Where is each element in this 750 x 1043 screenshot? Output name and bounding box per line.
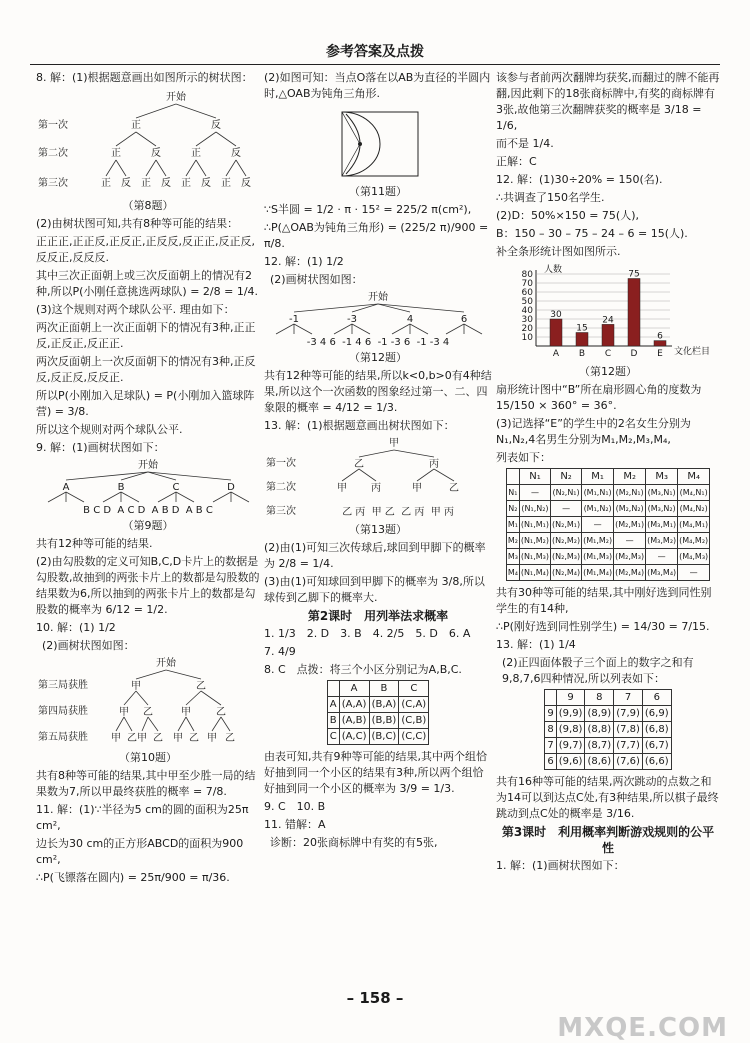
caption-q9: （第9题） bbox=[122, 519, 174, 532]
figure-q11-square-semicircle bbox=[264, 104, 492, 182]
table-q13: 9 8 7 6 9 (9,9) (8,9) (7,9) (6,9) 8 (9,8) (8,8) (7,8) (6,8) 7 (9,7) (8,7) (7,7) (6,7) 6 (9,6) (8,6) (7,6) (6,6) bbox=[544, 689, 671, 770]
q8-prob1: 其中三次正面朝上或三次反面朝上的情况有2种,所以P(小刚任意挑选两球队) = 2/8 = 1/4. bbox=[36, 269, 259, 298]
row-label-3: 第三次 bbox=[38, 178, 68, 189]
table-row: M₄ (N₁,M₄) (N₂,M₄) (M₁,M₄) (M₂,M₄) (M₃,M₄) — bbox=[506, 565, 709, 581]
svg-text:乙: 乙 bbox=[354, 459, 364, 470]
svg-text:反: 反 bbox=[241, 178, 251, 189]
svg-text:开始: 开始 bbox=[138, 460, 158, 471]
diag-continued: 该参与者前两次翻牌均获奖,而翻过的牌不能再翻,因此剩下的18张商标牌中,有奖的商标牌有3张,故他第三次翻牌获奖的概率是 3/18 = 1/6, bbox=[496, 71, 720, 132]
svg-text:第三局获胜: 第三局获胜 bbox=[38, 680, 88, 691]
q12-head: 12. 解：(1)30÷20% = 150(名). bbox=[496, 173, 663, 186]
table-row: N₂ (N₁,N₂) — (M₁,N₂) (M₂,N₂) (M₃,N₂) (M₄,N₂) bbox=[506, 501, 709, 517]
svg-text:D: D bbox=[227, 482, 235, 493]
table-row: M₁ (N₁,M₁) (N₂,M₁) — (M₂,M₁) (M₃,M₁) (M₄,M₁) bbox=[506, 517, 709, 533]
q8-conclusion: 所以这个规则对两个球队公平. bbox=[36, 423, 183, 436]
table-row: M₃ (N₁,M₃) (N₂,M₃) (M₁,M₃) (M₂,M₃) — (M₄,M₃) bbox=[506, 549, 709, 565]
svg-text:第二次: 第二次 bbox=[266, 482, 296, 493]
data-label: 30 bbox=[550, 310, 562, 320]
x-tick-label: D bbox=[630, 349, 638, 359]
svg-text:甲: 甲 bbox=[137, 733, 147, 744]
svg-text:4: 4 bbox=[406, 314, 414, 325]
svg-text:反: 反 bbox=[151, 148, 161, 159]
svg-text:第五局获胜: 第五局获胜 bbox=[38, 732, 88, 743]
q8-prob2: 所以P(小刚加入足球队) = P(小刚加入篮球阵营) = 3/8. bbox=[36, 389, 255, 418]
svg-text:甲: 甲 bbox=[389, 438, 399, 449]
answer-11-diagnosis: 诊断：20张商标牌中有奖的有5张, bbox=[270, 836, 438, 849]
tree-root: 开始 bbox=[166, 92, 186, 103]
svg-text:正: 正 bbox=[141, 178, 151, 189]
page-number: – 158 – bbox=[346, 989, 404, 1007]
svg-text:B: B bbox=[117, 482, 125, 493]
data-label: 6 bbox=[657, 331, 663, 342]
section-title-lesson3: 第3课时 利用概率判断游戏规则的公平性 bbox=[501, 825, 715, 855]
bar-C bbox=[602, 324, 614, 346]
watermark-logo: MXQE.COM bbox=[557, 1013, 728, 1043]
q8-part3: (3)这个规则对两个球队公平. 理由如下： bbox=[36, 303, 235, 316]
data-label: 75 bbox=[628, 269, 640, 280]
svg-text:甲: 甲 bbox=[173, 733, 183, 744]
q13-part2: (2)由(1)可知三次传球后,球回到甲脚下的概率为 2/8 = 1/4. bbox=[264, 541, 486, 570]
svg-text:6: 6 bbox=[460, 314, 468, 325]
svg-text:第四局获胜: 第四局获胜 bbox=[38, 706, 88, 717]
svg-text:反: 反 bbox=[231, 148, 241, 159]
svg-text:甲: 甲 bbox=[337, 483, 347, 494]
svg-text:甲: 甲 bbox=[181, 707, 191, 718]
tree-diagram-q8 bbox=[36, 88, 260, 196]
x-tick-label: E bbox=[657, 349, 663, 359]
svg-text:乙: 乙 bbox=[189, 733, 199, 744]
q12-list-intro: 列表如下： bbox=[496, 451, 551, 464]
section-title-lesson2: 第2课时 用列举法求概率 bbox=[307, 609, 449, 623]
table-row: M₂ (N₁,M₂) (N₂,M₂) (M₁,M₂) — (M₃,M₂) (M₄,M₂) bbox=[506, 533, 709, 549]
q8-case1: 两次正面朝上一次正面朝下的情况有3种,正正反,正反正,反正正. bbox=[36, 321, 256, 350]
q12-result: 共有30种等可能的结果,其中刚好选到同性别学生的有14种, bbox=[496, 586, 712, 615]
q12-part3: (3)记选择“E”的学生中的2名女生分别为N₁,N₂,4名男生分别为M₁,M₂,M₃,M₄, bbox=[496, 417, 691, 446]
svg-text:正: 正 bbox=[181, 178, 191, 189]
table-q8-lesson2: A B C A (A,A) (B,A) (C,A) B (A,B) (B,B) (C,B) C (A,C) (B,C) (C,C) bbox=[327, 680, 430, 745]
svg-text:丙: 丙 bbox=[429, 459, 439, 470]
y-tick-label: 80 bbox=[521, 270, 533, 280]
svg-text:乙: 乙 bbox=[127, 733, 137, 744]
caption-q8: （第8题） bbox=[122, 199, 174, 212]
svg-text:开始: 开始 bbox=[368, 292, 388, 303]
q11-area: ∵S半圆 = 1/2 · π · 15² = 225/2 π(cm²), bbox=[264, 203, 472, 216]
q12-line5: 补全条形统计图如图所示. bbox=[496, 245, 621, 258]
svg-text:-3 4 6 -1 4 6 -1 -3 6 -1 -3: -3 4 6 -1 4 6 -1 -3 6 -1 -3 4 bbox=[306, 337, 450, 348]
caption-q10: （第10题） bbox=[119, 751, 177, 764]
q13-head: 13. 解：(1) 1/4 bbox=[496, 638, 576, 651]
q12-part2: (2)画树状图如图： bbox=[270, 273, 363, 286]
q12-result: 共有12种等可能的结果,所以k<0,b>0有4种结果,所以这个一次函数的图象经过第一、二、四象限的概率 = 4/12 = 1/3. bbox=[264, 369, 492, 414]
caption-q12: （第12题） bbox=[579, 365, 637, 378]
column-left bbox=[36, 70, 260, 980]
answer-8: 8. C 点拨：将三个小区分别记为A,B,C. bbox=[264, 663, 462, 676]
q12-line2: ∴共调查了150名学生. bbox=[496, 191, 605, 204]
page-header: 参考答案及点拨 bbox=[30, 40, 720, 65]
answer-11-wrong: 11. 错解：A bbox=[264, 818, 326, 831]
svg-text:A: A bbox=[62, 482, 70, 493]
caption-q13: （第13题） bbox=[349, 523, 407, 536]
q8-case2: 两次反面朝上一次反面朝下的情况有3种,正反反,反正反,反反正. bbox=[36, 355, 256, 384]
bar-D bbox=[628, 279, 640, 347]
y-tick-label: 50 bbox=[521, 297, 533, 307]
svg-text:乙: 乙 bbox=[196, 681, 206, 692]
q12-line4: B：150 – 30 – 75 – 24 – 6 = 15(人). bbox=[496, 227, 688, 240]
q13-head: 13. 解：(1)根据题意画出树状图如下： bbox=[264, 419, 455, 432]
q12-line3: (2)D：50%×150 = 75(人), bbox=[496, 209, 639, 222]
svg-text:B C D A C D A B D A B C: B C D A C D A B D A B C bbox=[83, 505, 213, 516]
table-row: N₁ — (N₂,N₁) (M₁,N₁) (M₂,N₁) (M₃,N₁) (M₄,N₁) bbox=[506, 485, 709, 501]
svg-text:乙: 乙 bbox=[143, 707, 153, 718]
q11-head: 11. 解：(1)∵半径为5 cm的圆的面积为25π cm², bbox=[36, 803, 249, 832]
answers-1-6: 1. 1/3 2. D 3. B 4. 2/5 5. D 6. A bbox=[264, 627, 471, 640]
y-tick-label: 40 bbox=[521, 306, 533, 316]
svg-text:反: 反 bbox=[161, 178, 171, 189]
q11-prob: ∴P(△OAB为钝角三角形) = (225/2 π)/900 = π/8. bbox=[264, 221, 489, 250]
svg-text:正: 正 bbox=[111, 148, 121, 159]
caption-q12: （第12题） bbox=[349, 351, 407, 364]
x-tick-label: B bbox=[578, 349, 586, 359]
column-right bbox=[496, 70, 720, 980]
q13-part3: (3)由(1)可知球回到甲脚下的概率为 3/8,所以球传到乙脚下的概率大. bbox=[264, 575, 485, 604]
x-tick-label: C bbox=[604, 349, 612, 359]
q9-head: 9. 解：(1)画树状图如下： bbox=[36, 441, 165, 454]
svg-text:甲: 甲 bbox=[131, 681, 141, 692]
q12-head: 12. 解：(1) 1/2 bbox=[264, 255, 344, 268]
svg-text:乙 丙 甲 乙 乙 丙 甲 丙: 乙 丙 甲 乙 乙 丙 甲 丙 bbox=[342, 507, 454, 518]
y-tick-label: 10 bbox=[521, 333, 533, 343]
svg-text:正: 正 bbox=[101, 178, 111, 189]
svg-text:开始: 开始 bbox=[156, 658, 176, 669]
tree-diagram-q10 bbox=[36, 656, 260, 748]
q8-part2: (2)由树状图可知,共有8种等可能的结果： bbox=[36, 217, 239, 230]
svg-text:甲: 甲 bbox=[207, 733, 217, 744]
y-tick-label: 30 bbox=[521, 315, 533, 325]
svg-text:丙: 丙 bbox=[371, 483, 381, 494]
row-label-1: 第一次 bbox=[38, 120, 68, 131]
svg-text:甲: 甲 bbox=[111, 733, 121, 744]
svg-text:正: 正 bbox=[221, 178, 231, 189]
q9-part2: (2)由勾股数的定义可知B,C,D卡片上的数据是勾股数,故抽到的两张卡片上的数都是勾股数的结果数为6,所以抽到的两张卡片上的数都是勾股数的概率为 6/12 = 1/2. bbox=[36, 555, 260, 616]
svg-text:反: 反 bbox=[121, 178, 131, 189]
q8-head: 8. 解：(1)根据题意画出如图所示的树状图： bbox=[36, 71, 253, 84]
q12-angle: 扇形统计图中“B”所在扇形圆心角的度数为 15/150 × 360° = 36°. bbox=[496, 383, 702, 412]
bar-A bbox=[550, 319, 562, 346]
svg-text:-3: -3 bbox=[347, 314, 357, 325]
tree-diagram-q12 bbox=[264, 290, 492, 348]
svg-text:第三次: 第三次 bbox=[266, 506, 296, 517]
svg-text:正: 正 bbox=[131, 120, 141, 131]
data-label: 24 bbox=[602, 315, 614, 326]
svg-text:反: 反 bbox=[201, 178, 211, 189]
bar-B bbox=[576, 333, 588, 347]
q8-outcomes: 正正正,正正反,正反正,正反反,反正正,反正反,反反正,反反反. bbox=[36, 235, 255, 264]
svg-text:乙: 乙 bbox=[216, 707, 226, 718]
x-tick-label: A bbox=[552, 349, 560, 359]
correct-answer: 正解：C bbox=[496, 155, 537, 168]
q10-part3: 共有8种等可能的结果,其中甲至少胜一局的结果数为7,所以甲最终获胜的概率 = 7/8. bbox=[36, 769, 256, 798]
diag-note: 而不是 1/4. bbox=[496, 137, 554, 150]
svg-text:甲: 甲 bbox=[412, 483, 422, 494]
answer-8-explanation: 由表可知,共有9种等可能的结果,其中两个组恰好抽到同一个小区的结果有3种,所以两个组恰好抽到同一个小区的概率为 3/9 = 1/3. bbox=[264, 750, 487, 795]
svg-text:-1: -1 bbox=[289, 314, 299, 325]
tree-diagram-q9 bbox=[36, 458, 260, 516]
q9-count: 共有12种等可能的结果. bbox=[36, 537, 153, 550]
q11-part2: (2)如图可知：当点O落在以AB为直径的半圆内时,△OAB为钝角三角形. bbox=[264, 71, 491, 100]
q11-line2: 边长为30 cm的正方形ABCD的面积为900 cm², bbox=[36, 837, 244, 866]
y-tick-label: 60 bbox=[521, 288, 533, 298]
svg-text:乙: 乙 bbox=[225, 733, 235, 744]
column-middle bbox=[264, 70, 492, 980]
svg-text:反: 反 bbox=[211, 120, 221, 131]
svg-text:第一次: 第一次 bbox=[266, 458, 296, 469]
tree-diagram-q13 bbox=[264, 436, 492, 520]
answers-9-10: 9. C 10. B bbox=[264, 800, 326, 813]
q10-head: 10. 解：(1) 1/2 bbox=[36, 621, 116, 634]
q13-part2: (2)正四面体骰子三个面上的数字之和有9,8,7,6四种情况,所以列表如下： bbox=[502, 656, 694, 685]
caption-q11: （第11题） bbox=[349, 185, 407, 198]
answer-7: 7. 4/9 bbox=[264, 645, 296, 658]
table-q12: N₁ N₂ M₁ M₂ M₃ M₄ N₁ — (N₂,N₁) (M₁,N₁) (M₂,N₁) (M₃,N₁) (M₄,N₁) N₂ (N₁,N₂) — (M₁,N₂) (M₂,N₂) (M₃,N₂) (M₄,N₂) M₁ (N₁,M₁) (N₂,M₁) — (M₂,M₁) (M₃,M₁) (M₄,M₁) M₂ (N₁,M₂) (N₂,M₂) (M₁,M₂) — (M₃,M₂) (M₄,M₂) M₃ (N₁,M₃) (N₂,M₃) (M₁,M₃) (M₂,M₃) — (M₄,M₃) M₄ (N₁,M₄) (N₂,M₄) (M₁,M₄) (M₂,M₄) (M₃,M₄) — bbox=[506, 468, 710, 581]
svg-text:正: 正 bbox=[191, 148, 201, 159]
svg-text:甲: 甲 bbox=[119, 707, 129, 718]
y-tick-label: 20 bbox=[521, 324, 533, 334]
q13-result: 共有16种等可能的结果,两次跳动的点数之和为14可以到达点C处,有3种结果,所以棋子最终跳动到点C处的概率是 3/16. bbox=[496, 775, 719, 820]
row-label-2: 第二次 bbox=[38, 148, 68, 159]
data-label: 15 bbox=[576, 323, 588, 334]
y-tick-label: 70 bbox=[521, 279, 533, 289]
q11-line3: ∴P(飞镖落在圆内) = 25π/900 = π/36. bbox=[36, 871, 230, 884]
svg-text:乙: 乙 bbox=[153, 733, 163, 744]
bar-chart-q12 bbox=[496, 262, 720, 362]
q10-part2: (2)画树状图如图： bbox=[42, 639, 135, 652]
svg-text:C: C bbox=[172, 482, 180, 493]
y-axis-label: 人数 bbox=[544, 265, 563, 275]
lesson3-q1: 1. 解：(1)画树状图如下： bbox=[496, 859, 625, 872]
svg-text:乙: 乙 bbox=[449, 483, 459, 494]
x-axis-label: 文化栏目 bbox=[674, 347, 711, 357]
q12-prob: ∴P(刚好选到同性别学生) = 14/30 = 7/15. bbox=[496, 620, 710, 633]
